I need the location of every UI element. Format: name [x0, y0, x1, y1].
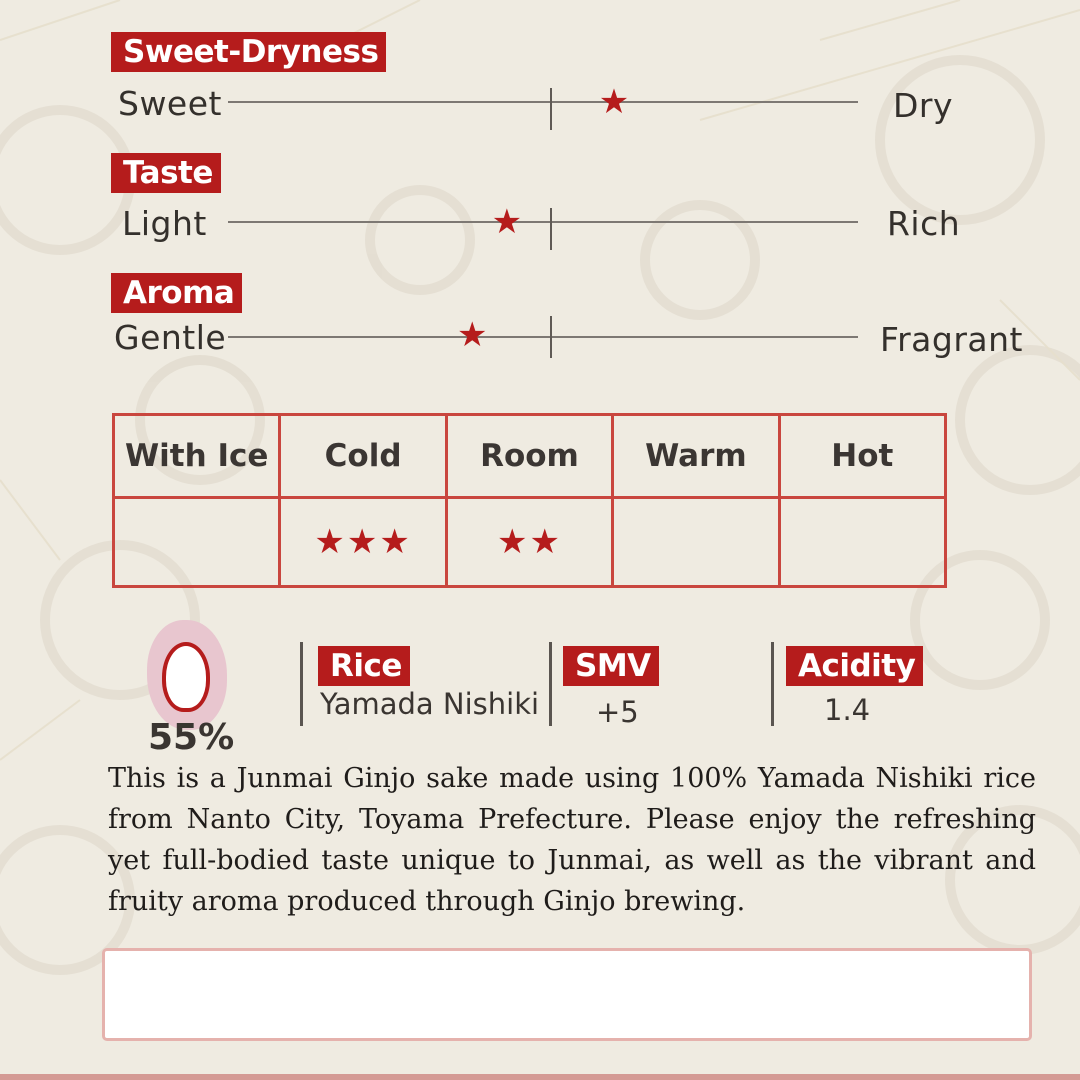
sweet-dryness-center-tick: [550, 88, 552, 130]
spec-divider: [300, 642, 303, 726]
aroma-star-icon: ★: [457, 315, 488, 355]
rice-tag: Rice: [318, 646, 410, 686]
rich-label: Rich: [887, 204, 961, 243]
taste-tag: Taste: [111, 153, 221, 193]
column-warm: Warm: [613, 415, 779, 498]
rice-value: Yamada Nishiki: [320, 687, 540, 721]
sweet-dryness-star-icon: ★: [598, 82, 630, 122]
sake-description: This is a Junmai Ginjo sake made using 100% Yamada Nishiki rice from Nanto City, Toyama Prefecture. Please enjoy the refreshing yet full-bodied taste unique to Junmai, as well as the vibrant and fruity aroma produced through Ginjo brewing.: [108, 763, 1036, 917]
sweet-dryness-tag: Sweet-Dryness: [111, 32, 386, 72]
column-cold: Cold: [280, 415, 446, 498]
spec-divider: [549, 642, 552, 726]
rating-room-stars: ★★: [446, 498, 612, 587]
rating-hot: [779, 498, 945, 587]
dry-label: Dry: [893, 86, 954, 125]
acidity-tag: Acidity: [786, 646, 923, 686]
rice-grain-icon: [162, 642, 210, 712]
column-with-ice: With Ice: [114, 415, 280, 498]
taste-center-tick: [550, 208, 552, 250]
spec-divider: [771, 642, 774, 726]
aroma-tag: Aroma: [111, 273, 242, 313]
temperature-rating-row: [114, 498, 946, 587]
column-room: Room: [446, 415, 612, 498]
taste-scale-line: [228, 221, 858, 223]
gentle-label: Gentle: [114, 318, 227, 357]
serving-temperature-table: [112, 413, 947, 588]
rating-with-ice: [114, 498, 280, 587]
aroma-center-tick: [550, 316, 552, 358]
smv-tag: SMV: [563, 646, 659, 686]
polishing-ratio-value: 55%: [148, 717, 235, 758]
fragrant-label: Fragrant: [880, 320, 1023, 359]
sweet-dryness-scale-line: [228, 101, 858, 103]
rating-warm: [613, 498, 779, 587]
smv-value: +5: [596, 695, 639, 729]
sweet-label: Sweet: [118, 84, 222, 123]
temperature-header-row: [114, 415, 946, 498]
acidity-value: 1.4: [824, 693, 871, 727]
column-hot: Hot: [779, 415, 945, 498]
bottom-rule: [0, 1074, 1080, 1080]
aroma-scale-line: [228, 336, 858, 338]
light-label: Light: [122, 204, 207, 243]
taste-star-icon: ★: [491, 202, 523, 242]
rating-cold-stars: ★★★: [280, 498, 446, 587]
note-box: [102, 948, 1032, 1041]
